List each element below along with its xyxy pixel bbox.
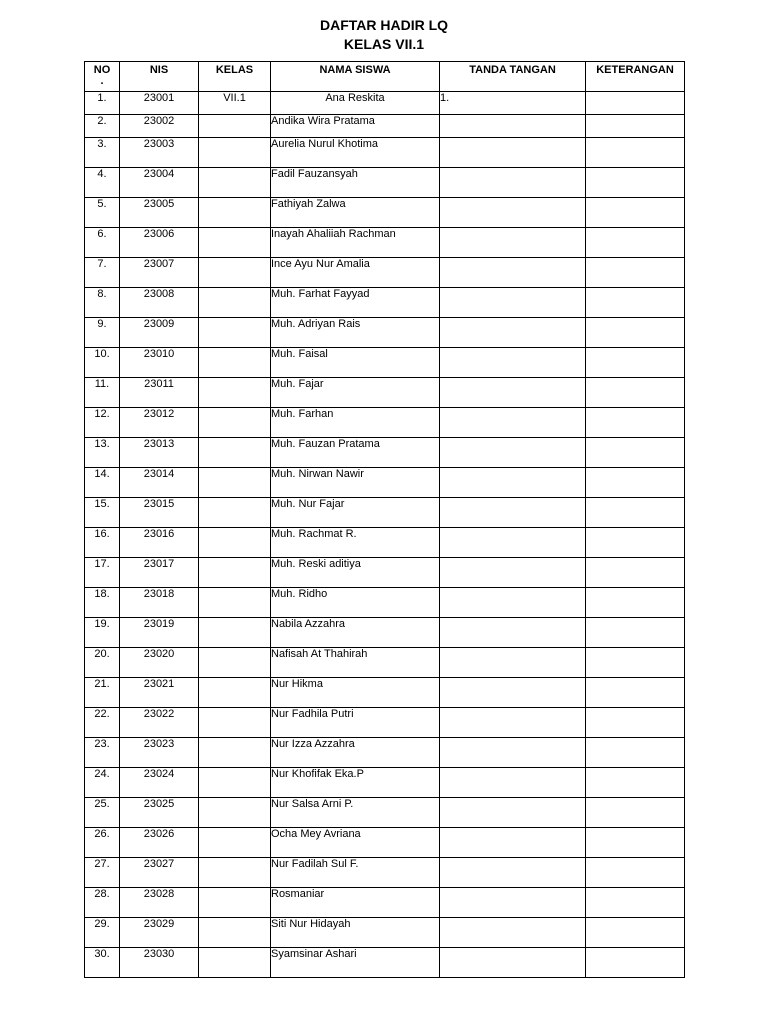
remarks-cell <box>586 918 685 948</box>
table-row <box>85 348 685 378</box>
student-nis: 23028 <box>120 888 199 918</box>
column-header-kelas: KELAS <box>199 62 271 92</box>
student-name: Muh. Fajar <box>271 378 440 408</box>
student-class <box>199 468 271 498</box>
signature-cell <box>440 115 586 138</box>
remarks-cell <box>586 678 685 708</box>
student-class <box>199 408 271 438</box>
student-class <box>199 678 271 708</box>
table-row <box>85 258 685 288</box>
remarks-cell <box>586 258 685 288</box>
student-nis: 23022 <box>120 708 199 738</box>
remarks-cell <box>586 708 685 738</box>
signature-cell <box>440 888 586 918</box>
remarks-cell <box>586 558 685 588</box>
student-name: Inayah Ahaliiah Rachman <box>271 228 440 258</box>
student-name: Ana Reskita <box>271 92 440 115</box>
student-nis: 23007 <box>120 258 199 288</box>
remarks-cell <box>586 168 685 198</box>
remarks-cell <box>586 138 685 168</box>
remarks-cell <box>586 438 685 468</box>
signature-cell <box>440 948 586 978</box>
remarks-cell <box>586 115 685 138</box>
row-number: 7. <box>85 258 120 288</box>
table-row <box>85 408 685 438</box>
student-nis: 23008 <box>120 288 199 318</box>
row-number: 10. <box>85 348 120 378</box>
row-number: 28. <box>85 888 120 918</box>
column-header-nis: NIS <box>120 62 199 92</box>
student-class <box>199 558 271 588</box>
row-number: 2. <box>85 115 120 138</box>
document-title: DAFTAR HADIR LQ <box>319 17 449 33</box>
remarks-cell <box>586 618 685 648</box>
student-nis: 23002 <box>120 115 199 138</box>
student-name: Muh. Ridho <box>271 588 440 618</box>
student-name: Nur Khofifak Eka.P <box>271 768 440 798</box>
row-number: 26. <box>85 828 120 858</box>
remarks-cell <box>586 288 685 318</box>
student-nis: 23030 <box>120 948 199 978</box>
table-row <box>85 678 685 708</box>
signature-cell <box>440 198 586 228</box>
remarks-cell <box>586 948 685 978</box>
table-row <box>85 738 685 768</box>
row-number: 21. <box>85 678 120 708</box>
row-number: 17. <box>85 558 120 588</box>
student-nis: 23029 <box>120 918 199 948</box>
row-number: 9. <box>85 318 120 348</box>
student-nis: 23003 <box>120 138 199 168</box>
student-name: Nur Hikma <box>271 678 440 708</box>
student-name: Ocha Mey Avriana <box>271 828 440 858</box>
signature-cell <box>440 468 586 498</box>
student-class <box>199 438 271 468</box>
signature-cell <box>440 408 586 438</box>
student-nis: 23005 <box>120 198 199 228</box>
table-row <box>85 618 685 648</box>
remarks-cell <box>586 348 685 378</box>
student-class <box>199 258 271 288</box>
table-body <box>85 92 685 978</box>
table-row <box>85 768 685 798</box>
student-class <box>199 918 271 948</box>
student-nis: 23023 <box>120 738 199 768</box>
student-name: Syamsinar Ashari <box>271 948 440 978</box>
table-row <box>85 708 685 738</box>
signature-cell <box>440 378 586 408</box>
signature-cell <box>440 828 586 858</box>
remarks-cell <box>586 378 685 408</box>
column-header-no <box>85 62 120 92</box>
student-nis: 23012 <box>120 408 199 438</box>
signature-cell <box>440 858 586 888</box>
student-class <box>199 858 271 888</box>
student-name: Rosmaniar <box>271 888 440 918</box>
column-header-nama: NAMA SISWA <box>271 62 440 92</box>
remarks-cell <box>586 828 685 858</box>
student-class <box>199 588 271 618</box>
class-subtitle: KELAS VII.1 <box>343 36 425 52</box>
student-class <box>199 648 271 678</box>
table-row <box>85 318 685 348</box>
student-class <box>199 828 271 858</box>
row-number: 1. <box>85 92 120 115</box>
row-number: 13. <box>85 438 120 468</box>
student-name: Siti Nur Hidayah <box>271 918 440 948</box>
table-row <box>85 558 685 588</box>
student-nis: 23014 <box>120 468 199 498</box>
table-row <box>85 948 685 978</box>
table-row <box>85 798 685 828</box>
attendance-table <box>84 61 685 978</box>
table-row <box>85 918 685 948</box>
student-class <box>199 528 271 558</box>
student-nis: 23021 <box>120 678 199 708</box>
student-class <box>199 138 271 168</box>
student-class <box>199 228 271 258</box>
student-name: Muh. Farhan <box>271 408 440 438</box>
signature-cell <box>440 738 586 768</box>
remarks-cell <box>586 468 685 498</box>
remarks-cell <box>586 738 685 768</box>
signature-cell <box>440 348 586 378</box>
row-number: 4. <box>85 168 120 198</box>
row-number: 16. <box>85 528 120 558</box>
student-nis: 23009 <box>120 318 199 348</box>
student-name: Nafisah At Thahirah <box>271 648 440 678</box>
row-number: 20. <box>85 648 120 678</box>
column-header-no-dot: . <box>100 75 104 87</box>
student-name: Aurelia Nurul Khotima <box>271 138 440 168</box>
student-name: Fathiyah Zalwa <box>271 198 440 228</box>
remarks-cell <box>586 888 685 918</box>
student-name: Andika Wira Pratama <box>271 115 440 138</box>
student-name: Nur Fadhila Putri <box>271 708 440 738</box>
student-class <box>199 318 271 348</box>
row-number: 30. <box>85 948 120 978</box>
table-row <box>85 648 685 678</box>
signature-cell <box>440 678 586 708</box>
row-number: 25. <box>85 798 120 828</box>
table-row <box>85 138 685 168</box>
student-nis: 23018 <box>120 588 199 618</box>
student-name: Nabila Azzahra <box>271 618 440 648</box>
student-nis: 23006 <box>120 228 199 258</box>
row-number: 5. <box>85 198 120 228</box>
signature-cell <box>440 258 586 288</box>
table-row <box>85 288 685 318</box>
table-row <box>85 168 685 198</box>
row-number: 14. <box>85 468 120 498</box>
student-class: VII.1 <box>199 92 271 115</box>
student-nis: 23019 <box>120 618 199 648</box>
signature-cell <box>440 708 586 738</box>
signature-cell <box>440 288 586 318</box>
student-name: Nur Fadilah Sul F. <box>271 858 440 888</box>
signature-cell <box>440 798 586 828</box>
student-name: Muh. Adriyan Rais <box>271 318 440 348</box>
student-name: Muh. Farhat Fayyad <box>271 288 440 318</box>
remarks-cell <box>586 528 685 558</box>
table-row <box>85 888 685 918</box>
student-class <box>199 738 271 768</box>
student-nis: 23010 <box>120 348 199 378</box>
remarks-cell <box>586 588 685 618</box>
row-number: 11. <box>85 378 120 408</box>
student-nis: 23001 <box>120 92 199 115</box>
student-class <box>199 348 271 378</box>
signature-cell <box>440 768 586 798</box>
student-name: Nur Izza Azzahra <box>271 738 440 768</box>
student-nis: 23004 <box>120 168 199 198</box>
row-number: 3. <box>85 138 120 168</box>
column-header-tanda-tangan: TANDA TANGAN <box>440 62 586 92</box>
signature-cell <box>440 498 586 528</box>
remarks-cell <box>586 858 685 888</box>
row-number: 22. <box>85 708 120 738</box>
student-name: Muh. Faisal <box>271 348 440 378</box>
student-name: Fadil Fauzansyah <box>271 168 440 198</box>
student-class <box>199 115 271 138</box>
student-class <box>199 378 271 408</box>
student-class <box>199 618 271 648</box>
student-nis: 23026 <box>120 828 199 858</box>
row-number: 27. <box>85 858 120 888</box>
table-header-row <box>85 62 685 92</box>
table-row <box>85 438 685 468</box>
row-number: 6. <box>85 228 120 258</box>
student-name: Ince Ayu Nur Amalia <box>271 258 440 288</box>
table-row <box>85 858 685 888</box>
student-nis: 23020 <box>120 648 199 678</box>
signature-cell <box>440 648 586 678</box>
table-row <box>85 588 685 618</box>
signature-cell <box>440 528 586 558</box>
table-row <box>85 498 685 528</box>
table-row <box>85 468 685 498</box>
remarks-cell <box>586 798 685 828</box>
student-class <box>199 888 271 918</box>
remarks-cell <box>586 648 685 678</box>
signature-cell <box>440 588 586 618</box>
student-class <box>199 168 271 198</box>
remarks-cell <box>586 498 685 528</box>
row-number: 23. <box>85 738 120 768</box>
table-row <box>85 378 685 408</box>
student-class <box>199 798 271 828</box>
row-number: 8. <box>85 288 120 318</box>
signature-cell <box>440 138 586 168</box>
student-nis: 23027 <box>120 858 199 888</box>
row-number: 24. <box>85 768 120 798</box>
remarks-cell <box>586 768 685 798</box>
student-nis: 23011 <box>120 378 199 408</box>
student-nis: 23013 <box>120 438 199 468</box>
student-nis: 23016 <box>120 528 199 558</box>
student-class <box>199 498 271 528</box>
student-class <box>199 288 271 318</box>
row-number: 18. <box>85 588 120 618</box>
signature-cell <box>440 168 586 198</box>
student-nis: 23025 <box>120 798 199 828</box>
remarks-cell <box>586 318 685 348</box>
table-row <box>85 828 685 858</box>
table-row <box>85 92 685 115</box>
remarks-cell <box>586 92 685 115</box>
signature-cell <box>440 228 586 258</box>
student-class <box>199 198 271 228</box>
table-row <box>85 198 685 228</box>
table-row <box>85 528 685 558</box>
student-name: Muh. Nur Fajar <box>271 498 440 528</box>
student-nis: 23017 <box>120 558 199 588</box>
signature-cell <box>440 318 586 348</box>
row-number: 15. <box>85 498 120 528</box>
row-number: 12. <box>85 408 120 438</box>
column-header-no-label: NO <box>93 64 111 76</box>
remarks-cell <box>586 228 685 258</box>
student-name: Nur Salsa Arni P. <box>271 798 440 828</box>
signature-cell <box>440 558 586 588</box>
student-name: Muh. Nirwan Nawir <box>271 468 440 498</box>
student-class <box>199 708 271 738</box>
student-class <box>199 948 271 978</box>
signature-cell: 1. <box>440 92 586 115</box>
student-name: Muh. Rachmat R. <box>271 528 440 558</box>
signature-cell <box>440 618 586 648</box>
remarks-cell <box>586 408 685 438</box>
signature-cell <box>440 438 586 468</box>
signature-cell <box>440 918 586 948</box>
row-number: 19. <box>85 618 120 648</box>
student-name: Muh. Reski aditiya <box>271 558 440 588</box>
table-row <box>85 115 685 138</box>
remarks-cell <box>586 198 685 228</box>
column-header-keterangan: KETERANGAN <box>586 62 685 92</box>
row-number: 29. <box>85 918 120 948</box>
student-name: Muh. Fauzan Pratama <box>271 438 440 468</box>
student-nis: 23015 <box>120 498 199 528</box>
student-class <box>199 768 271 798</box>
table-row <box>85 228 685 258</box>
student-nis: 23024 <box>120 768 199 798</box>
